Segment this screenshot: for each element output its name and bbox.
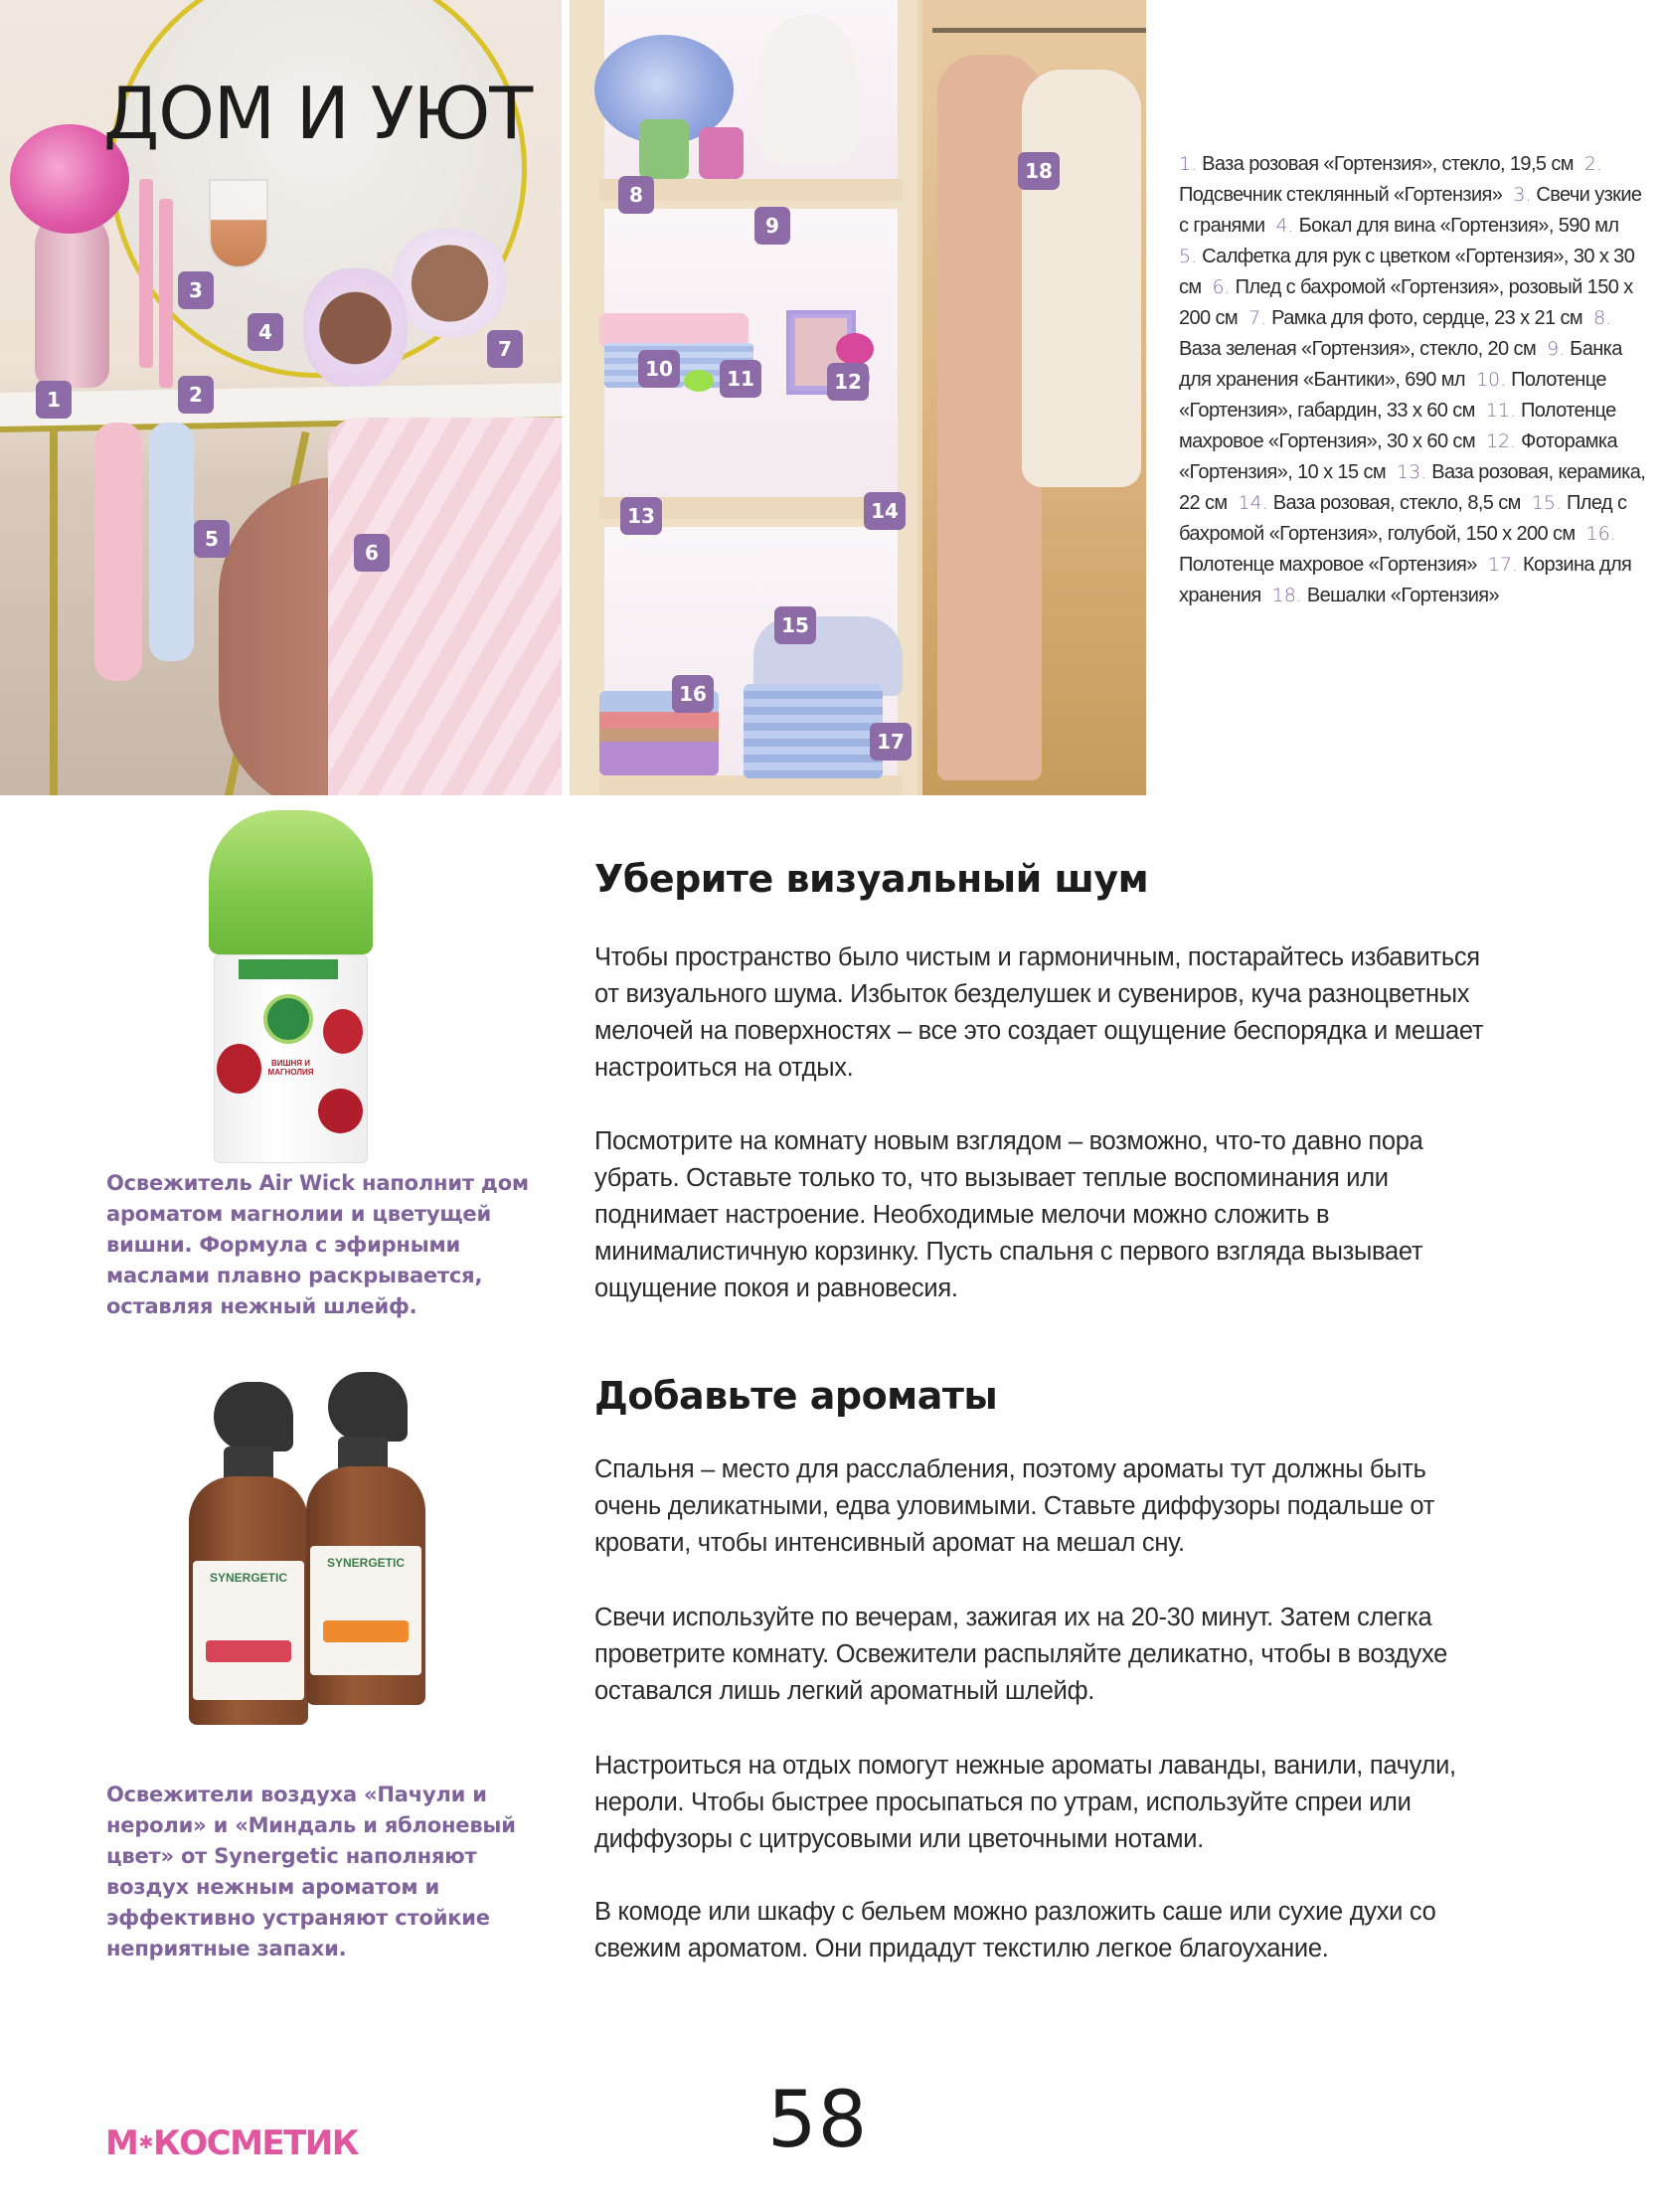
badge-item-7: 7 — [487, 330, 523, 368]
badge-item-18: 18 — [1018, 152, 1060, 190]
cherry-shape — [217, 1044, 261, 1094]
airwick-caption: Освежитель Air Wick наполнит дом ароматом магнолии и цветущей вишни. Формула с эфирными маслами плавно раскрывается, оставляя нежный шлейф. — [106, 1171, 529, 1318]
list-item: 11. Полотенце махровое «Гортензия», 30 x 60 см — [1179, 400, 1616, 452]
paragraph: Настроиться на отдых помогут нежные ароматы лаванды, ванили, пачули, нероли. Чтобы быстрее просыпаться по утрам, используйте спреи или диффузоры с цитрусовыми или цветочными нотами. — [594, 1752, 1456, 1853]
pink-towel-shape — [94, 423, 142, 681]
section-heading-aromas: Добавьте ароматы — [594, 1374, 998, 1418]
badge-item-15: 15 — [774, 606, 816, 644]
basket-shape — [744, 684, 883, 778]
cherry-shape — [318, 1089, 363, 1133]
badge-item-9: 9 — [754, 207, 790, 245]
label-stripe — [323, 1620, 409, 1642]
airwick-product-image — [209, 810, 373, 1163]
airwick-logo-icon — [263, 994, 313, 1044]
list-item: 12. Фоторамка «Гортензия», 10 x 15 см — [1179, 430, 1617, 483]
list-item: 8. Ваза зеленая «Гортензия», стекло, 20 см — [1179, 307, 1612, 360]
list-item: 3. Свечи узкие с гранями — [1179, 184, 1642, 237]
list-item: 13. Ваза розовая, керамика, 22 см — [1179, 461, 1646, 514]
list-item: 10. Полотенце «Гортензия», габардин, 33 x 60 см — [1179, 369, 1606, 422]
badge-item-1: 1 — [36, 381, 72, 419]
dress-shape — [1022, 70, 1141, 487]
product-list — [1179, 149, 1646, 611]
badge-item-3: 3 — [178, 271, 214, 309]
list-item: 2. Подсвечник стеклянный «Гортензия» — [1179, 153, 1603, 206]
list-item: 4. Бокал для вина «Гортензия», 590 мл — [1275, 215, 1619, 237]
star-icon: ✱ — [138, 2132, 152, 2153]
page-title: ДОМ И УЮТ — [103, 72, 533, 155]
list-item: 7. Рамка для фото, сердце, 23 x 21 см — [1248, 307, 1583, 329]
badge-item-14: 14 — [864, 492, 906, 530]
photo-shelves-closet — [570, 0, 1146, 795]
green-vase-shape — [639, 119, 689, 179]
paragraph: Свечи используйте по вечерам, зажигая их на 20-30 минут. Затем слегка проветрите комнату. Освежители распыляйте деликатно, чтобы в воздухе оставался лишь легкий ароматный шлейф. — [594, 1604, 1448, 1705]
list-item: 9. Банка для хранения «Бантики», 690 мл — [1179, 338, 1622, 391]
blue-towel-shape — [149, 423, 194, 661]
can-band-shape — [239, 959, 338, 979]
list-item: 17. Корзина для хранения — [1179, 554, 1632, 606]
synergetic-product-image — [179, 1377, 497, 1725]
list-item: 5. Салфетка для рук с цветком «Гортензия», 30 x 30 см — [1179, 246, 1635, 298]
logo-text: М — [105, 2124, 138, 2163]
list-item: 1. Ваза розовая «Гортензия», стекло, 19,5 см — [1179, 153, 1574, 175]
logo-text: КОСМЕТИК — [152, 2124, 359, 2163]
paragraph: В комоде или шкафу с бельем можно разложить саше или сухие духи со свежим ароматом. Они придадут текстилю легкое благоухание. — [594, 1898, 1436, 1962]
round-frame-shape — [303, 268, 408, 388]
list-item: 15. Плед с бахромой «Гортензия», голубой, 150 x 200 см — [1179, 492, 1627, 545]
section-heading-visual-noise: Уберите визуальный шум — [594, 857, 1149, 901]
wine-glass-shape — [209, 179, 268, 268]
paragraph: Чтобы пространство было чистым и гармоничным, постарайтесь избавиться от визуального шума. Избыток безделушек и сувениров, куча разноцветных мелочей на поверхностях – все это создает ощущение беспорядка и мешает настроиться на отдых. — [594, 943, 1484, 1082]
badge-item-10: 10 — [638, 350, 680, 388]
bust-statue-shape — [758, 15, 858, 164]
label-stripe — [206, 1640, 291, 1662]
heart-frame-shape — [393, 229, 507, 338]
badge-item-13: 13 — [620, 497, 662, 535]
clothes-rail-shape — [932, 28, 1146, 33]
spray-cap-shape — [209, 810, 373, 954]
brand-logo — [105, 2124, 358, 2163]
badge-item-16: 16 — [672, 675, 714, 713]
shelf-board — [599, 775, 903, 795]
paragraph: Посмотрите на комнату новым взглядом – возможно, что-то давно пора убрать. Оставьте только то, что вызывает теплые воспоминания или поднимает настроение. Необходимые мелочи можно сложить в минималистичную корзинку. Пусть спальня с первого взгляда вызывает ощущение покоя и равновесия. — [594, 1127, 1423, 1302]
small-flower-shape — [836, 333, 874, 365]
badge-item-6: 6 — [354, 534, 390, 572]
badge-item-11: 11 — [720, 360, 761, 398]
brand-label: SYNERGETIC — [209, 1571, 287, 1585]
spray-trigger-shape — [328, 1372, 408, 1442]
list-item: 14. Ваза розовая, стекло, 8,5 см — [1238, 492, 1521, 514]
badge-item-2: 2 — [178, 376, 214, 414]
list-item: 6. Плед с бахромой «Гортензия», розовый 150 x 200 см — [1179, 276, 1633, 329]
badge-item-5: 5 — [194, 520, 230, 558]
badge-item-8: 8 — [618, 176, 654, 214]
candle-shape — [159, 199, 173, 388]
list-item: 16. Полотенце махровое «Гортензия» — [1179, 523, 1616, 576]
badge-item-17: 17 — [870, 723, 912, 761]
green-dish-shape — [684, 370, 714, 392]
synergetic-caption: Освежители воздуха «Пачули и нероли» и «Миндаль и яблоневый цвет» от Synergetic наполняют воздух нежным ароматом и эффективно устраняют стойкие неприятные запахи. — [106, 1783, 516, 1960]
brand-label: SYNERGETIC — [326, 1556, 405, 1570]
page-number: 58 — [767, 2076, 869, 2165]
pink-plaid-shape — [328, 418, 562, 795]
can-label-text: ВИШНЯ И МАГНОЛИЯ — [267, 1059, 314, 1077]
badge-item-4: 4 — [248, 313, 283, 351]
paragraph: Спальня – место для расслабления, поэтому ароматы тут должны быть очень деликатными, едва уловимыми. Ставьте диффузоры подальше от кровати, чтобы интенсивный аромат на мешал сну. — [594, 1455, 1435, 1557]
candle-shape — [139, 179, 153, 368]
list-item: 18. Вешалки «Гортензия» — [1271, 585, 1500, 606]
badge-item-12: 12 — [827, 363, 869, 401]
table-leg-shape — [50, 427, 58, 795]
pink-jar-shape — [699, 127, 744, 179]
pink-vase-shape — [35, 209, 109, 388]
cherry-shape — [323, 1009, 363, 1054]
spray-trigger-shape — [214, 1382, 293, 1451]
